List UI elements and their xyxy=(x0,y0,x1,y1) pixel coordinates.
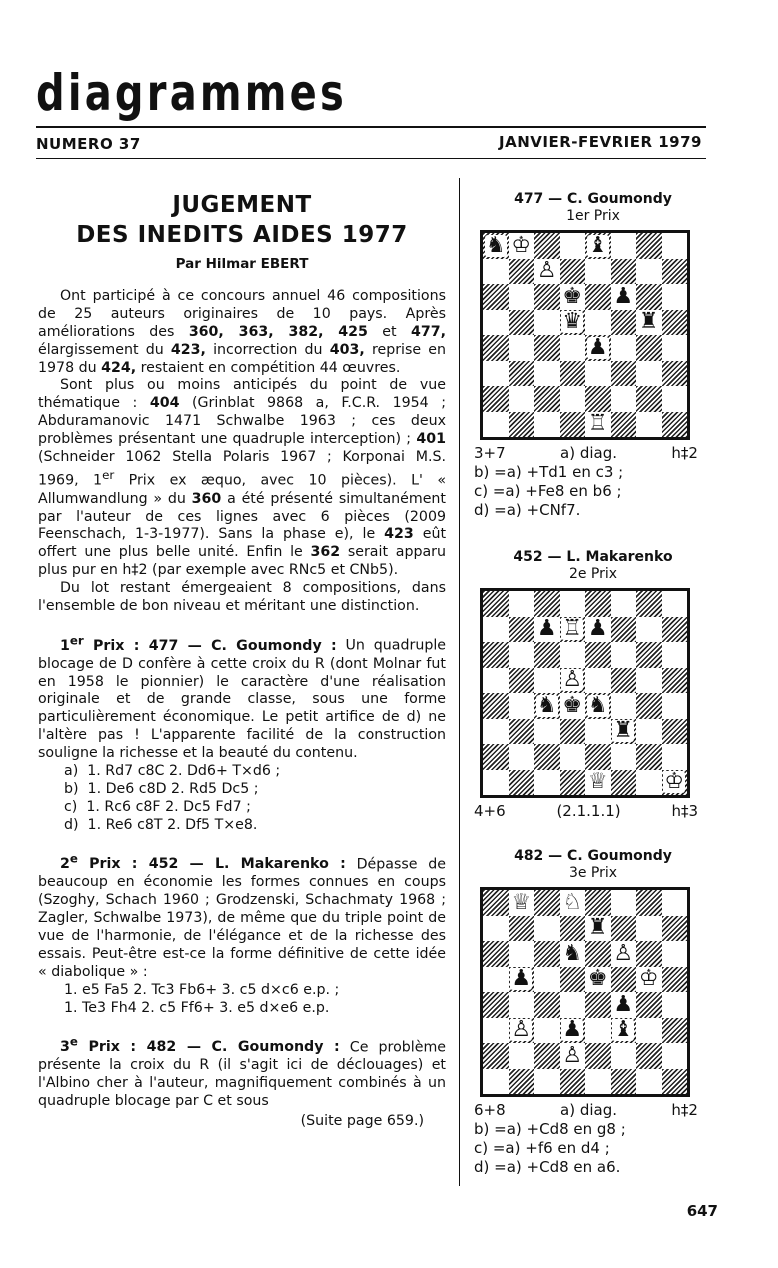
board-square xyxy=(560,693,586,719)
chess-piece-icon: ♞ xyxy=(485,232,506,258)
board-square xyxy=(560,890,586,916)
board-square xyxy=(662,668,688,694)
board-square xyxy=(611,284,637,310)
board-square xyxy=(509,284,535,310)
board-square xyxy=(585,642,611,668)
board-square xyxy=(662,361,688,387)
article-column xyxy=(38,190,446,1131)
board-square xyxy=(585,591,611,617)
board-square xyxy=(636,642,662,668)
paragraph: Sont plus ou moins anticipés du point de vue thématique : 404 (Grinblat 9868 a, F.C.R. 1954 ; Abduramanovic 1471 Schwalbe 1963 ; ces deux problèmes présentant une quadruple interception) ; 401 (Schneider 1062 Stella Polaris 1967 ; Korponai M.S. 1969, 1er Prix ex æquo, avec 10 pièces). L' « Allumwandlung » du 360 a été présenté simultanément par l'auteur de ces lignes avec 6 pièces (2009 Feenschach, 1-3-1977). Sans la phase e), le 423 eût offert une plus belle unité. Enfin le 362 serait apparu plus pur en h‡2 (par exemple avec RNc5 et CNb5). xyxy=(38,377,447,579)
board-square xyxy=(585,617,611,643)
board-square xyxy=(585,941,611,967)
chess-piece-icon: ♞ xyxy=(536,692,557,718)
board-square xyxy=(560,284,586,310)
board-square xyxy=(560,967,586,993)
board-square xyxy=(534,284,560,310)
board-square xyxy=(636,361,662,387)
board-square xyxy=(534,967,560,993)
board-square xyxy=(585,361,611,387)
board-square xyxy=(483,1069,509,1095)
board-square xyxy=(611,992,637,1018)
board-square xyxy=(509,386,535,412)
article-byline: Par Hilmar EBERT xyxy=(175,256,309,272)
chess-piece-icon: ♟ xyxy=(587,334,608,360)
chess-piece-icon: ♟ xyxy=(511,966,532,992)
board-square xyxy=(534,992,560,1018)
board-square xyxy=(534,744,560,770)
board-square xyxy=(534,412,560,438)
article-title: JUGEMENT DES INEDITS AIDES 1977 xyxy=(76,192,408,248)
problem-482 xyxy=(474,847,712,1177)
board-square xyxy=(611,668,637,694)
board-square xyxy=(560,916,586,942)
twin-line: c) =a) +Fe8 en b6 ; xyxy=(474,482,622,500)
board-square xyxy=(560,668,586,694)
board-square xyxy=(636,310,662,336)
board-square xyxy=(636,335,662,361)
board-square xyxy=(662,233,688,259)
board-square xyxy=(611,1018,637,1044)
board-square xyxy=(636,591,662,617)
board-square xyxy=(662,412,688,438)
board-square xyxy=(662,335,688,361)
board-square xyxy=(636,284,662,310)
twin-line: b) =a) +Td1 en c3 ; xyxy=(474,463,624,481)
board-square xyxy=(611,259,637,285)
board-square xyxy=(483,668,509,694)
board-square xyxy=(585,335,611,361)
board-square xyxy=(585,967,611,993)
chess-piece-icon: ♟ xyxy=(613,283,634,309)
board-square xyxy=(636,259,662,285)
board-square xyxy=(483,1043,509,1069)
board-square xyxy=(483,617,509,643)
board-square xyxy=(611,361,637,387)
board-square xyxy=(662,642,688,668)
chess-piece-icon: ♟ xyxy=(562,1017,583,1043)
paragraph: Ont participé à ce concours annuel 46 compositions de 25 auteurs originaires de 10 pays. Après améliorations des 360, 363, 382, 425 et 477, élargissement du 423, incorrection du 403, reprise en 1978 du 424, restaient en compétition 44 œuvres. xyxy=(38,287,447,376)
board-square xyxy=(560,744,586,770)
board-square xyxy=(483,259,509,285)
board-square xyxy=(560,412,586,438)
problem-477 xyxy=(474,190,712,520)
board-square xyxy=(560,642,586,668)
board-square xyxy=(585,259,611,285)
board-square xyxy=(611,941,637,967)
board-square xyxy=(534,890,560,916)
column-divider xyxy=(459,178,460,1186)
board-square xyxy=(483,719,509,745)
twin-line: c) =a) +f6 en d4 ; xyxy=(474,1139,610,1157)
board-square xyxy=(611,916,637,942)
problem-452 xyxy=(474,548,712,821)
chess-piece-icon: ♘ xyxy=(562,889,583,915)
board-square xyxy=(560,941,586,967)
chess-piece-icon: ♙ xyxy=(536,258,557,284)
board-square xyxy=(636,967,662,993)
board-square xyxy=(534,916,560,942)
board-square xyxy=(509,591,535,617)
chess-piece-icon: ♞ xyxy=(562,940,583,966)
board-square xyxy=(585,1069,611,1095)
board-square xyxy=(611,310,637,336)
board-square xyxy=(509,1043,535,1069)
board-square xyxy=(483,967,509,993)
board-square xyxy=(509,642,535,668)
board-square xyxy=(534,310,560,336)
board-square xyxy=(483,386,509,412)
chess-piece-icon: ♖ xyxy=(562,616,583,642)
board-square xyxy=(560,992,586,1018)
board-square xyxy=(560,361,586,387)
solution-list: a) 1. Rd7 c8C 2. Dd6+ T×d6 ; b) 1. De6 c8D 2. Rd5 Dc5 ; c) 1. Rc6 c8F 2. Dc5 Fd7 ; d) 1. Re6 c8T 2. Df5 T×e8. xyxy=(64,763,281,833)
board-square xyxy=(534,693,560,719)
board-square xyxy=(662,719,688,745)
board-square xyxy=(611,617,637,643)
board-square xyxy=(611,890,637,916)
problem-heading: 482 — C. Goumondy xyxy=(514,848,672,864)
chess-piece-icon: ♟ xyxy=(536,616,557,642)
board-square xyxy=(534,233,560,259)
board-square xyxy=(636,744,662,770)
chess-piece-icon: ♝ xyxy=(613,1017,634,1043)
board-square xyxy=(585,916,611,942)
board-square xyxy=(636,992,662,1018)
board-square xyxy=(585,284,611,310)
board-square xyxy=(509,1069,535,1095)
board-square xyxy=(534,361,560,387)
board-square xyxy=(611,744,637,770)
board-square xyxy=(509,770,535,796)
board-square xyxy=(636,1018,662,1044)
board-square xyxy=(509,617,535,643)
board-square xyxy=(509,744,535,770)
board-square xyxy=(662,259,688,285)
continuation-note: (Suite page 659.) xyxy=(300,1112,424,1129)
board-square xyxy=(483,284,509,310)
paragraph: Du lot restant émergeaient 8 compositions, dans l'ensemble de bon niveau et méritant une distinction. xyxy=(38,580,446,615)
board-square xyxy=(662,693,688,719)
chess-piece-icon: ♔ xyxy=(511,232,532,258)
board-square xyxy=(585,233,611,259)
board-square xyxy=(534,668,560,694)
board-square xyxy=(611,967,637,993)
board-square xyxy=(560,386,586,412)
board-square xyxy=(611,719,637,745)
chess-piece-icon: ♛ xyxy=(562,309,583,335)
board-square xyxy=(509,693,535,719)
problem-heading: 452 — L. Makarenko xyxy=(513,549,673,565)
chess-piece-icon: ♙ xyxy=(511,1017,532,1043)
board-square xyxy=(636,233,662,259)
problem-prize: 1er Prix xyxy=(566,208,620,224)
board-square xyxy=(534,259,560,285)
board-square xyxy=(585,770,611,796)
board-square xyxy=(483,335,509,361)
chess-piece-icon: ♜ xyxy=(587,915,608,941)
chess-piece-icon: ♚ xyxy=(562,692,583,718)
problem-prize: 2e Prix xyxy=(568,566,618,582)
board-square xyxy=(636,617,662,643)
board-square xyxy=(509,233,535,259)
board-square xyxy=(483,693,509,719)
board-square xyxy=(662,1018,688,1044)
board-square xyxy=(483,361,509,387)
board-square xyxy=(509,890,535,916)
board-square xyxy=(560,1018,586,1044)
chess-piece-icon: ♚ xyxy=(587,966,608,992)
chess-piece-icon: ♔ xyxy=(638,966,659,992)
problem-stipulation: 6+8 a) diag. h‡2 b) =a) +Cd8 en g8 ; c) =a) +f6 en d4 ; d) =a) +Cd8 en a6. xyxy=(474,1101,712,1177)
board-square xyxy=(534,941,560,967)
board-square xyxy=(662,992,688,1018)
board-square xyxy=(662,284,688,310)
chess-piece-icon: ♜ xyxy=(638,309,659,335)
board-square xyxy=(509,361,535,387)
header-rule-bottom xyxy=(36,158,706,159)
board-square xyxy=(509,335,535,361)
chess-piece-icon: ♙ xyxy=(562,1042,583,1068)
board-square xyxy=(509,967,535,993)
problem-stipulation: 3+7 a) diag. h‡2 b) =a) +Td1 en c3 ; c) =a) +Fe8 en b6 ; d) =a) +CNf7. xyxy=(474,444,712,520)
board-square xyxy=(483,310,509,336)
board-square xyxy=(662,916,688,942)
board-square xyxy=(611,642,637,668)
board-square xyxy=(560,259,586,285)
board-square xyxy=(483,412,509,438)
chess-piece-icon: ♕ xyxy=(511,889,532,915)
board-square xyxy=(509,259,535,285)
board-square xyxy=(662,591,688,617)
board-square xyxy=(662,617,688,643)
board-square xyxy=(534,1018,560,1044)
page-number: 647 xyxy=(686,1202,718,1220)
board-square xyxy=(585,890,611,916)
board-square xyxy=(483,744,509,770)
board-square xyxy=(585,668,611,694)
board-square xyxy=(483,233,509,259)
masthead: diagrammes xyxy=(36,64,347,122)
board-square xyxy=(585,1018,611,1044)
board-square xyxy=(483,591,509,617)
paragraph: 1er Prix : 477 — C. Goumondy : Un quadruple blocage de D confère à cette croix du R (dont Molnar fut en 1958 le pionnier) le caractère d'une réalisation originale et de grande classe, sous une forme particulièrement économique. Le petit artifice de d) ne l'altère pas ! L'apparente facilité de la construction souligne la richesse et la beauté du contenu. xyxy=(38,632,446,762)
twin-line: d) =a) +CNf7. xyxy=(474,501,581,519)
chess-piece-icon: ♙ xyxy=(562,667,583,693)
board-square xyxy=(534,770,560,796)
board-square xyxy=(636,770,662,796)
chess-piece-icon: ♝ xyxy=(587,232,608,258)
board-square xyxy=(636,386,662,412)
board-square xyxy=(483,1018,509,1044)
issue-number: NUMERO 37 xyxy=(36,135,141,153)
diagram-column xyxy=(474,190,712,1177)
board-square xyxy=(534,591,560,617)
board-square xyxy=(611,1043,637,1069)
board-square xyxy=(483,642,509,668)
board-square xyxy=(560,591,586,617)
board-square xyxy=(611,591,637,617)
issue-date: JANVIER-FEVRIER 1979 xyxy=(499,133,702,151)
board-square xyxy=(662,744,688,770)
board-square xyxy=(534,386,560,412)
chess-piece-icon: ♟ xyxy=(587,616,608,642)
board-square xyxy=(560,335,586,361)
board-square xyxy=(560,617,586,643)
board-square xyxy=(636,693,662,719)
board-square xyxy=(662,386,688,412)
board-square xyxy=(662,770,688,796)
chess-board xyxy=(480,887,690,1097)
board-square xyxy=(611,1069,637,1095)
board-square xyxy=(611,770,637,796)
board-square xyxy=(585,386,611,412)
board-square xyxy=(483,770,509,796)
board-square xyxy=(636,412,662,438)
board-square xyxy=(585,992,611,1018)
board-square xyxy=(509,412,535,438)
board-square xyxy=(662,310,688,336)
header-rule xyxy=(36,126,706,128)
board-square xyxy=(611,693,637,719)
board-square xyxy=(483,941,509,967)
board-square xyxy=(483,916,509,942)
board-square xyxy=(585,719,611,745)
chess-piece-icon: ♙ xyxy=(613,940,634,966)
board-square xyxy=(534,1069,560,1095)
board-square xyxy=(585,693,611,719)
chess-piece-icon: ♕ xyxy=(587,769,608,795)
problem-stipulation: 4+6 (2.1.1.1) h‡3 xyxy=(474,802,698,820)
board-square xyxy=(509,916,535,942)
board-square xyxy=(611,386,637,412)
board-square xyxy=(636,916,662,942)
board-square xyxy=(560,1069,586,1095)
board-square xyxy=(483,890,509,916)
board-square xyxy=(585,412,611,438)
board-square xyxy=(509,668,535,694)
paragraph: 3e Prix : 482 — C. Goumondy : Ce problème présente la croix du R (il s'agit ici de déclouages) et l'Albino cher à l'auteur, magnifiquement combinés à un quadruple blocage par C et sous xyxy=(38,1034,446,1109)
board-square xyxy=(662,967,688,993)
board-square xyxy=(483,992,509,1018)
board-square xyxy=(636,1043,662,1069)
problem-heading: 477 — C. Goumondy xyxy=(514,191,672,207)
twin-line: d) =a) +Cd8 en a6. xyxy=(474,1158,621,1176)
board-square xyxy=(509,310,535,336)
board-square xyxy=(636,890,662,916)
chess-piece-icon: ♖ xyxy=(587,411,608,437)
board-square xyxy=(534,719,560,745)
board-square xyxy=(560,719,586,745)
board-square xyxy=(560,770,586,796)
board-square xyxy=(560,1043,586,1069)
board-square xyxy=(662,890,688,916)
chess-piece-icon: ♞ xyxy=(587,692,608,718)
board-square xyxy=(611,335,637,361)
board-square xyxy=(585,744,611,770)
twin-line: b) =a) +Cd8 en g8 ; xyxy=(474,1120,626,1138)
board-square xyxy=(509,992,535,1018)
board-square xyxy=(662,1043,688,1069)
board-square xyxy=(509,941,535,967)
problem-prize: 3e Prix xyxy=(568,865,618,881)
board-square xyxy=(636,668,662,694)
board-square xyxy=(611,412,637,438)
chess-board xyxy=(480,230,690,440)
board-square xyxy=(585,310,611,336)
board-square xyxy=(585,1043,611,1069)
chess-piece-icon: ♜ xyxy=(613,718,634,744)
board-square xyxy=(534,335,560,361)
chess-board xyxy=(480,588,690,798)
solution-list: 1. e5 Fa5 2. Tc3 Fb6+ 3. c5 d×c6 e.p. ; 1. Te3 Fh4 2. c5 Ff6+ 3. e5 d×e6 e.p. xyxy=(64,981,340,1016)
board-square xyxy=(636,719,662,745)
board-square xyxy=(509,719,535,745)
board-square xyxy=(662,941,688,967)
board-square xyxy=(509,1018,535,1044)
board-square xyxy=(560,233,586,259)
chess-piece-icon: ♚ xyxy=(562,283,583,309)
board-square xyxy=(534,642,560,668)
board-square xyxy=(611,233,637,259)
board-square xyxy=(560,310,586,336)
chess-piece-icon: ♔ xyxy=(664,769,685,795)
board-square xyxy=(662,1069,688,1095)
board-square xyxy=(636,1069,662,1095)
chess-piece-icon: ♟ xyxy=(613,991,634,1017)
board-square xyxy=(636,941,662,967)
board-square xyxy=(534,1043,560,1069)
paragraph: 2e Prix : 452 — L. Makarenko : Dépasse de beaucoup en économie les formes connues en coups (Szoghy, Schach 1960 ; Grodzenski, Schachmaty 1968 ; Zagler, Schwalbe 1973), de même que du triple point de vue de l'harmonie, de l'élégance et de la richesse des essais. Peut-être est-ce la forme définitive de cette idée « diabolique » : xyxy=(38,851,446,980)
board-square xyxy=(534,617,560,643)
